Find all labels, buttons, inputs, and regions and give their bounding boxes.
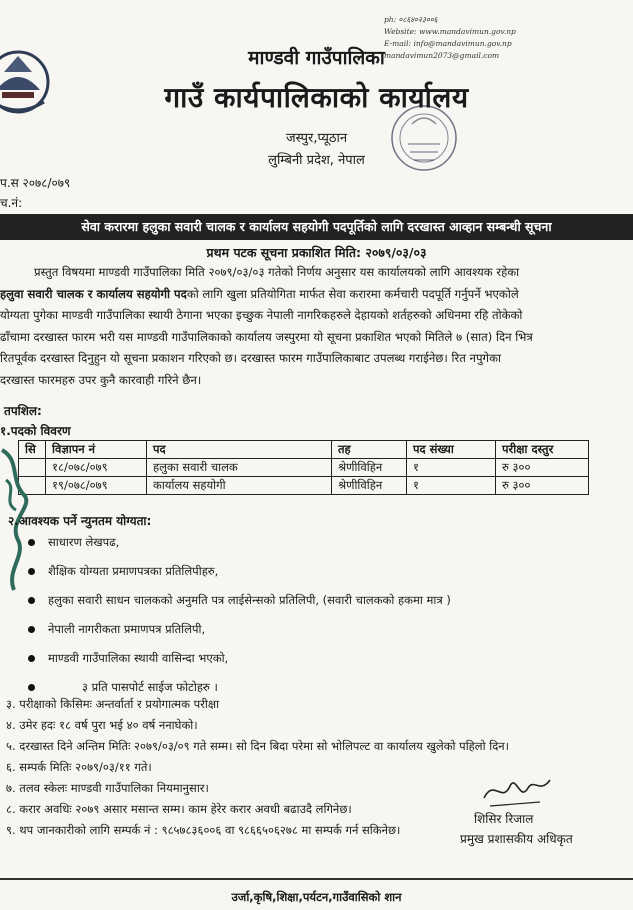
condition-item: ७. तलव स्केलः माण्डवी गाउँपालिका नियमानुसार।	[6, 781, 209, 795]
table-header-row	[19, 441, 589, 459]
email-line: E-mail: info@mandavimun.gov.np	[384, 39, 512, 48]
posts-heading: १.पदको विवरण	[0, 424, 71, 438]
phone-line: ph: ०८६४०२३००६	[384, 15, 438, 24]
notice-title-banner: सेवा करारमा हलुका सवारी चालक र कार्यालय सहयोगी पदपूर्तिको लागि दरखास्त आव्हान सम्बन्धी सूचना	[0, 214, 633, 240]
qualification-list	[24, 528, 451, 702]
list-item: शैक्षिक योग्यता प्रमाणपत्रका प्रतिलिपीहरु,	[24, 557, 451, 586]
condition-item: ९. थप जानकारीको लागि सम्पर्क नं : ९८५७८३६००६ वा ९८६६५०६२७८ मा सम्पर्क गर्न सकिनेछ।	[6, 823, 401, 837]
website-line: Website: www.mandavimun.gov.np	[384, 27, 516, 36]
condition-item: ८. करार अवधिः २०७९ असार मसान्त सम्म। काम हेरेर करार अवधी बढाउदै लगिनेछ।	[6, 802, 352, 816]
list-item: हलुका सवारी साधन चालकको अनुमति पत्र लाईसेन्सको प्रतिलिपी, (सवारी चालकको हकमा मात्र )	[24, 586, 451, 615]
paragraph-line: योग्यता पुगेका माण्डवी गाउँपालिका स्थायी ठेगाना भएका इच्छुक नेपाली नागरिकहरुले देहायको शर्तहरुको अधिनमा रहि तोकेको	[0, 308, 523, 322]
signature-icon	[480, 768, 560, 812]
address-line-1: जस्पुर,प्यूठान	[285, 131, 348, 146]
footer-divider	[0, 878, 633, 880]
address-line-2: लुम्बिनी प्रदेश, नेपाल	[268, 153, 365, 168]
qualification-heading: २.आवश्यक पर्ने न्युनतम योग्यता:	[8, 514, 152, 528]
table-row: १९/०७८/०७९ कार्यालय सहयोगी श्रेणीविहिन १ रु ३००	[19, 477, 589, 495]
condition-item: ३. परीक्षाको किसिमः अन्तर्वार्ता र प्रयोगात्मक परीक्षा	[6, 697, 220, 711]
col-level: तह	[332, 441, 407, 459]
col-post: पद	[147, 441, 332, 459]
table-row: १८/०७८/०७९ हलुका सवारी चालक श्रेणीविहिन १ रु ३००	[19, 459, 589, 477]
details-heading: तपशिल:	[4, 404, 42, 418]
col-sn: सि	[19, 441, 46, 459]
list-item: माण्डवी गाउँपालिका स्थायी वासिन्दा भएको,	[24, 644, 451, 673]
highlighted-posts: हलुवा सवारी चालक र कार्यालय सहयोगी पद	[0, 286, 187, 301]
condition-item: ६. सम्पर्क मितिः २०७९/०३/११ गते।	[6, 760, 152, 774]
office-name: गाउँ कार्यपालिकाको कार्यालय	[164, 81, 469, 114]
signatory-title: प्रमुख प्रशासकीय अधिकृत	[460, 832, 573, 846]
signatory-name: शिसिर रिजाल	[474, 812, 534, 826]
reference-label: च.नं:	[0, 196, 23, 210]
col-count: पद संख्या	[407, 441, 496, 459]
paragraph-line: हलुवा सवारी चालक र कार्यालय सहयोगी पदको लागि खुला प्रतियोगिता मार्फत सेवा करारमा कर्मचारी पदपूर्ति गर्नुपर्ने भएकोले	[0, 286, 519, 301]
notice-paragraph	[0, 262, 625, 391]
condition-item: ५. दरखास्त दिने अन्तिम मितिः २०७९/०३/०९ गते सम्म। सो दिन बिदा परेमा सो भोलिपल्ट वा कार्यालय खुलेको पहिलो दिन।	[6, 739, 510, 753]
col-fee: परीक्षा दस्तुर	[496, 441, 589, 459]
paragraph-line: दरखास्त फारमहरु उपर कुनै कारवाही गरिने छैन।	[0, 372, 202, 387]
publish-date: प्रथम पटक सूचना प्रकाशित मिति: २०७९/०३/०३	[206, 245, 427, 260]
reference-number: प.स २०७८/०७९	[0, 176, 71, 190]
col-ad-no: विज्ञापन नं	[46, 441, 147, 459]
email-line-2: mandavimun2073@gmail.com	[384, 51, 500, 60]
posts-table	[18, 440, 589, 495]
condition-item: ४. उमेर हदः १८ वर्ष पुरा भई ४० वर्ष ननाघेको।	[6, 718, 198, 732]
list-item: नेपाली नागरीकता प्रमाणपत्र प्रतिलिपी,	[24, 615, 451, 644]
paragraph-line: ढाँचामा दरखास्त फारम भरी यस माण्डवी गाउँपालिकाको कार्यालय जस्पुरमा यो सूचना प्रकाशित भएको मितिले ७ (सात) दिन भित्र	[0, 329, 533, 344]
paragraph-line: रितपूर्वक दरखास्त दिनुहुन यो सूचना प्रकाशन गरिएको छ। दरखास्त फारम गाउँपालिकाबाट उपलब्ध गराईनेछ। रित नपुगेका	[0, 351, 501, 365]
paragraph-line: प्रस्तुत विषयमा माण्डवी गाउँपालिका मिति २०७९/०३/०३ गतेको निर्णय अनुसार यस कार्यालयको लागि आवश्यक रहेका	[34, 265, 520, 279]
palika-name: माण्डवी गाउँपालिका	[248, 47, 385, 69]
list-item: साधारण लेखपढ,	[24, 528, 451, 557]
list-item: ३ प्रति पासपोर्ट साईज फोटोहरु ।	[24, 673, 451, 702]
conditions-list	[6, 694, 509, 841]
footer-slogan: उर्जा,कृषि,शिक्षा,पर्यटन,गाउँवासिको शान	[231, 890, 402, 904]
